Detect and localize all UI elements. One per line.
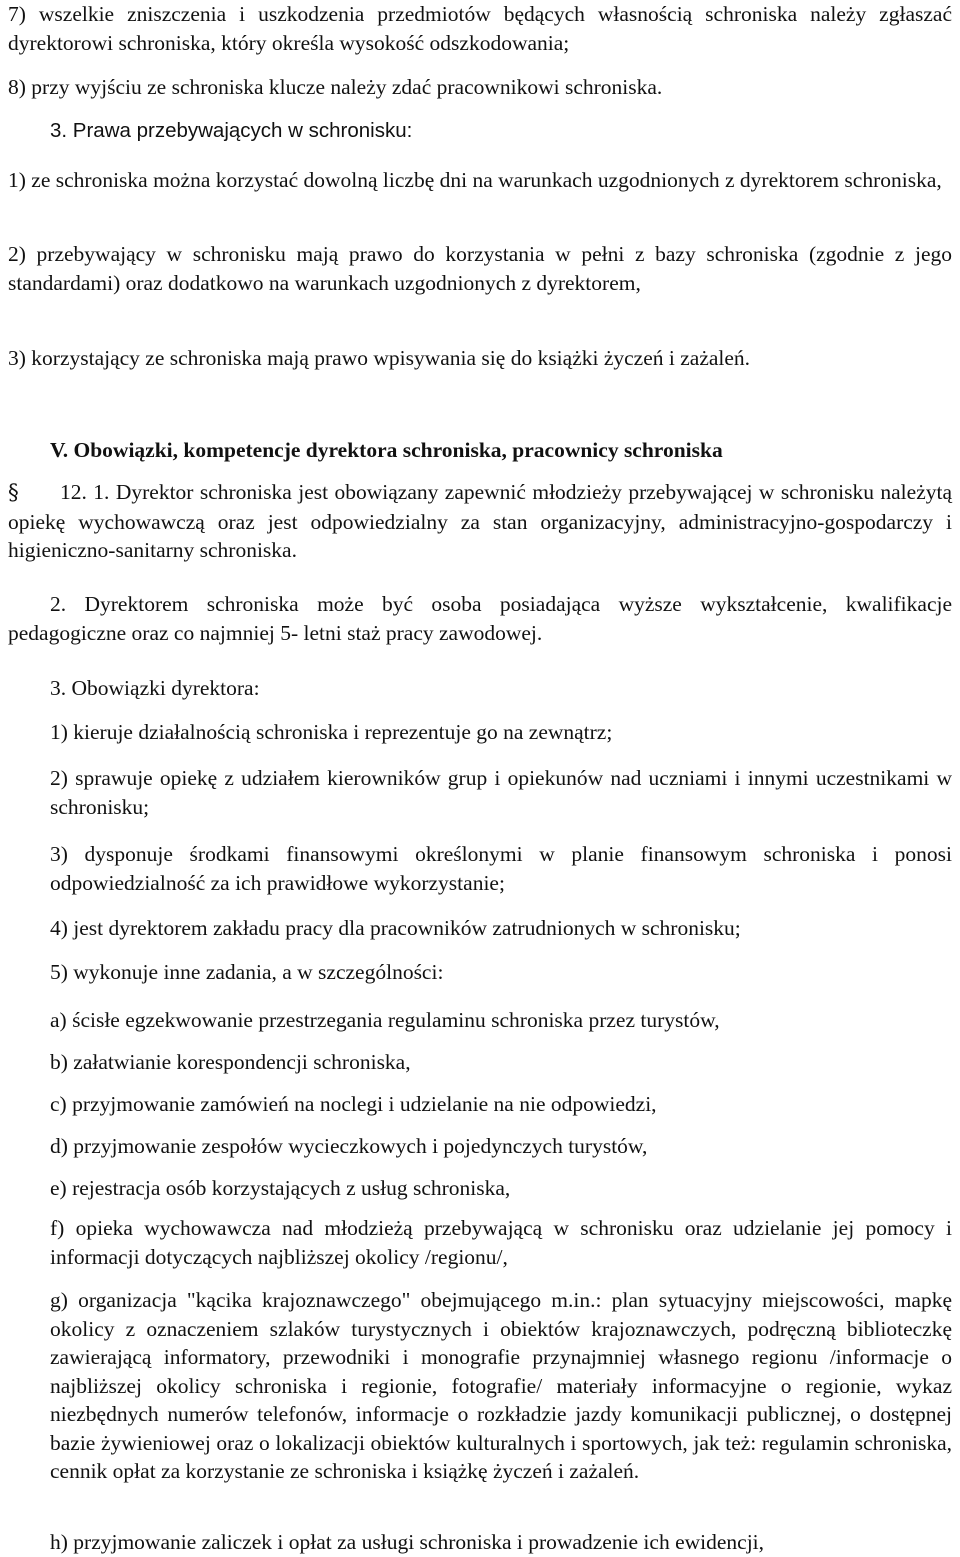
duty-item-5: 5) wykonuje inne zadania, a w szczególności: [50,960,444,984]
section-12-paragraph-1 [8,478,952,565]
subduty-item-g: g) organizacja "kącika krajoznawczego" obejmującego m.in.: plan sytuacyjny miejscowości, mapkę okolicy z oznaczeniem szlaków turystycznych i obiektów krajoznawczych, podręczną biblioteczkę zawierającą informatory, przewodniki i monografie przynajmniej własnego regionu /informacje o najbliższej okolicy schroniska i regionie, fotografie/ materiały informacyjne o regionie, wykaz niezbędnych numerów telefonów, informacje o rozkładzie jazdy komunikacji publicznej, o dostępnej bazie żywieniowej oraz o lokalizacji obiektów kulturalnych i sportowych, jak też: regulamin schroniska, cennik opłat za korzystanie ze schroniska i książkę życzeń i zażaleń. [50,1288,952,1483]
paragraph-item-7: 7) wszelkie zniszczenia i uszkodzenia przedmiotów będących własnością schroniska należy zgłaszać dyrektorowi schroniska, który określa wysokość odszkodowania; [8,2,952,55]
duty-item-3: 3) dysponuje środkami finansowymi określonymi w planie finansowym schroniska i ponosi odpowiedzialność za ich prawidłowe wykorzystanie; [50,842,952,895]
chapter-heading: V. Obowiązki, kompetencje dyrektora schroniska, pracownicy schroniska [50,438,723,462]
rights-item-1: 1) ze schroniska można korzystać dowolną liczbę dni na warunkach uzgodnionych z dyrektorem schroniska, [8,168,942,192]
paragraph-1-text: 1. Dyrektor schroniska jest obowiązany zapewnić młodzieży przebywającej w schronisku należytą opiekę wychowawczą oraz jest odpowiedzialny za stan organizacyjny, administracyjno-gospodarczy i higieniczno-sanitarny schroniska. [8,480,953,562]
section-3-title: 3. Prawa przebywających w schronisku: [50,119,413,142]
duty-item-2: 2) sprawuje opiekę z udziałem kierowników grup i opiekunów nad uczniami i innymi uczestnikami w schronisku; [50,766,952,819]
subduty-item-b: b) załatwianie korespondencji schroniska, [50,1050,411,1074]
rights-item-3: 3) korzystający ze schroniska mają prawo wpisywania się do książki życzeń i zażaleń. [8,346,751,370]
subduty-item-f: f) opieka wychowawcza nad młodzieżą przebywającą w schronisku oraz udzielanie jej pomocy i informacji dotyczących najbliższej okolicy /regionu/, [50,1216,952,1269]
section-number: 12. [60,480,87,504]
paragraph-item-8: 8) przy wyjściu ze schroniska klucze należy zdać pracownikowi schroniska. [8,75,663,99]
subduty-item-a: a) ścisłe egzekwowanie przestrzegania regulaminu schroniska przez turystów, [50,1008,720,1032]
section-12-paragraph-3-title: 3. Obowiązki dyrektora: [50,676,260,700]
subduty-item-d: d) przyjmowanie zespołów wycieczkowych i pojedynczych turystów, [50,1134,648,1158]
section-12-paragraph-2: 2. Dyrektorem schroniska może być osoba posiadająca wyższe wykształcenie, kwalifikacje pedagogiczne oraz co najmniej 5- letni staż pracy zawodowej. [8,592,952,645]
duty-item-4: 4) jest dyrektorem zakładu pracy dla pracowników zatrudnionych w schronisku; [50,916,741,940]
section-symbol: § [8,480,19,505]
subduty-item-c: c) przyjmowanie zamówień na noclegi i udzielanie na nie odpowiedzi, [50,1092,657,1116]
duty-item-1: 1) kieruje działalnością schroniska i reprezentuje go na zewnątrz; [50,720,613,744]
subduty-item-h: h) przyjmowanie zaliczek i opłat za usługi schroniska i prowadzenie ich ewidencji, [50,1530,765,1554]
rights-item-2: 2) przebywający w schronisku mają prawo do korzystania w pełni z bazy schroniska (zgodnie z jego standardami) oraz dodatkowo na warunkach uzgodnionych z dyrektorem, [8,242,952,295]
subduty-item-e: e) rejestracja osób korzystających z usług schroniska, [50,1176,511,1200]
